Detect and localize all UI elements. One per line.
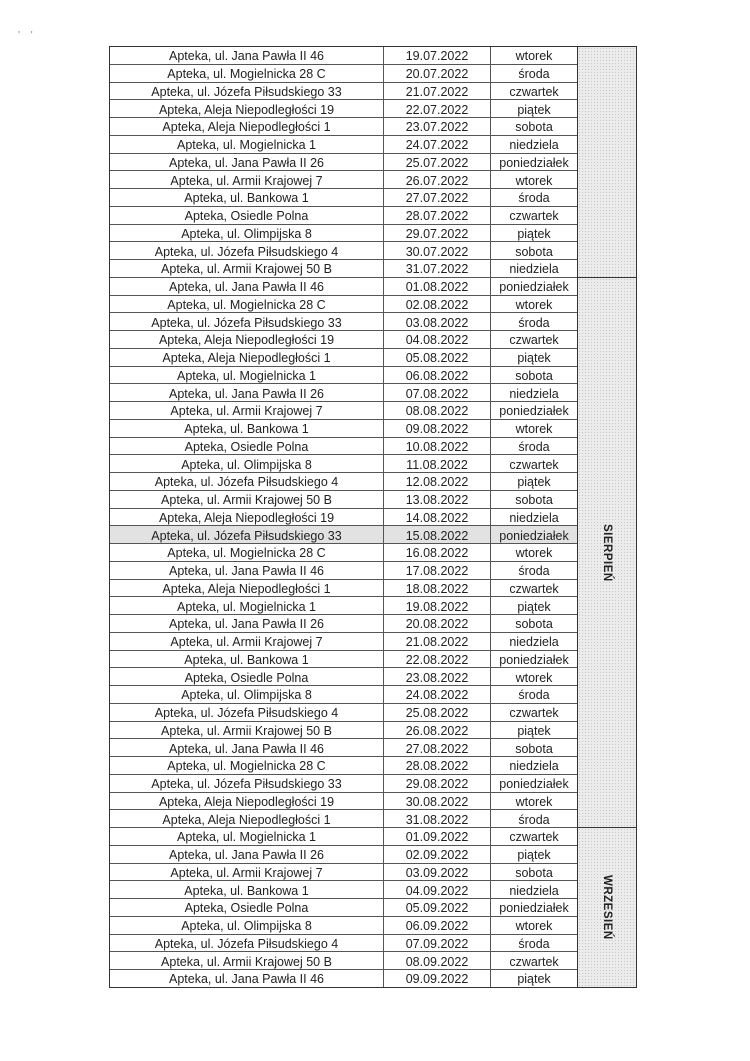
duty-date-cell: 23.07.2022: [384, 118, 491, 135]
weekday-cell: sobota: [515, 741, 553, 756]
weekday-cell: poniedziałek: [499, 404, 569, 419]
duty-date-cell: 03.08.2022: [384, 313, 491, 330]
weekday-cell: sobota: [515, 493, 553, 507]
weekday-cell: sobota: [515, 244, 553, 259]
duty-date-cell: 03.09.2022: [384, 864, 491, 881]
pharmacy-address-cell: Apteka, ul. Józefa Piłsudskiego 4: [110, 704, 384, 721]
pharmacy-address-cell: Apteka, ul. Mogielnicka 28 C: [110, 757, 384, 774]
duty-date-cell: 18.08.2022: [384, 580, 491, 597]
table-row: [110, 296, 577, 314]
table-row: [110, 899, 577, 917]
table-row: [110, 686, 577, 704]
duty-date-cell: 27.08.2022: [384, 739, 491, 756]
pharmacy-address-cell: Apteka, ul. Bankowa 1: [110, 189, 384, 206]
duty-date-cell: 24.08.2022: [384, 686, 491, 703]
weekday-cell: wtorek: [515, 546, 553, 561]
pharmacy-address-cell: Apteka, Aleja Niepodległości 19: [110, 100, 384, 117]
weekday-cell: czwartek: [509, 457, 559, 472]
month-label: WRZESIEŃ: [601, 875, 613, 940]
pharmacy-address-cell: Apteka, ul. Mogielnicka 1: [110, 367, 384, 384]
pharmacy-address-cell: Apteka, Aleja Niepodległości 1: [110, 580, 384, 597]
month-block: [578, 278, 636, 828]
table-row: [110, 171, 577, 189]
weekday-cell: piątek: [517, 475, 551, 490]
table-row: [110, 704, 577, 722]
table-row: [110, 952, 577, 970]
table-row: [110, 331, 577, 349]
duty-date-cell: 29.08.2022: [384, 775, 491, 792]
table-row: [110, 189, 577, 207]
table-row: [110, 278, 577, 296]
weekday-cell: niedziela: [509, 883, 559, 898]
weekday-cell: wtorek: [515, 919, 553, 933]
pharmacy-address-cell: Apteka, ul. Armii Krajowej 50 B: [110, 952, 384, 969]
weekday-cell: piątek: [517, 226, 551, 241]
table-row: [110, 100, 577, 118]
pharmacy-address-cell: Apteka, ul. Jana Pawła II 46: [110, 278, 384, 295]
table-row: [110, 597, 577, 615]
weekday-cell: poniedziałek: [499, 777, 569, 791]
duty-date-cell: 04.09.2022: [384, 881, 491, 898]
pharmacy-address-cell: Apteka, ul. Józefa Piłsudskiego 4: [110, 935, 384, 952]
table-row: [110, 917, 577, 935]
table-row: [110, 739, 577, 757]
duty-date-cell: 17.08.2022: [384, 562, 491, 579]
duty-date-cell: 25.08.2022: [384, 704, 491, 721]
weekday-cell: sobota: [515, 617, 553, 632]
weekday-cell: niedziela: [509, 759, 559, 774]
duty-date-cell: 16.08.2022: [384, 544, 491, 561]
table-row: [110, 633, 577, 651]
pharmacy-address-cell: Apteka, ul. Józefa Piłsudskiego 4: [110, 242, 384, 259]
table-row: [110, 136, 577, 154]
table-row: [110, 651, 577, 669]
duty-date-cell: 24.07.2022: [384, 136, 491, 153]
table-row: [110, 793, 577, 811]
weekday-cell: poniedziałek: [499, 155, 569, 170]
schedule-rows: [110, 47, 578, 987]
table-row: [110, 722, 577, 740]
pharmacy-address-cell: Apteka, ul. Armii Krajowej 7: [110, 171, 384, 188]
weekday-cell: środa: [518, 315, 550, 330]
weekday-cell: wtorek: [515, 49, 553, 64]
table-row: [110, 864, 577, 882]
duty-date-cell: 07.08.2022: [384, 384, 491, 401]
pharmacy-address-cell: Apteka, ul. Mogielnicka 1: [110, 828, 384, 845]
weekday-cell: środa: [518, 67, 550, 81]
weekday-cell: wtorek: [515, 173, 553, 188]
pharmacy-address-cell: Apteka, ul. Jana Pawła II 26: [110, 384, 384, 401]
table-row: [110, 775, 577, 793]
duty-date-cell: 28.08.2022: [384, 757, 491, 774]
pharmacy-address-cell: Apteka, ul. Bankowa 1: [110, 881, 384, 898]
duty-date-cell: 07.09.2022: [384, 935, 491, 952]
table-row: [110, 384, 577, 402]
table-row: [110, 828, 577, 846]
pharmacy-duty-schedule-table: [109, 46, 637, 988]
pharmacy-address-cell: Apteka, ul. Armii Krajowej 7: [110, 633, 384, 650]
table-row: [110, 83, 577, 101]
table-row: [110, 455, 577, 473]
table-row: [110, 526, 577, 544]
pharmacy-address-cell: Apteka, ul. Olimpijska 8: [110, 225, 384, 242]
duty-date-cell: 09.08.2022: [384, 420, 491, 437]
duty-date-cell: 04.08.2022: [384, 331, 491, 348]
pharmacy-address-cell: Apteka, ul. Mogielnicka 28 C: [110, 65, 384, 82]
weekday-cell: niedziela: [509, 635, 559, 649]
weekday-cell: czwartek: [509, 954, 559, 969]
weekday-cell: niedziela: [509, 262, 559, 277]
scan-corner-mark: ' ': [18, 30, 37, 41]
table-row: [110, 313, 577, 331]
weekday-cell: poniedziałek: [499, 901, 569, 916]
table-row: [110, 562, 577, 580]
weekday-cell: poniedziałek: [499, 280, 569, 294]
pharmacy-address-cell: Apteka, ul. Olimpijska 8: [110, 686, 384, 703]
weekday-cell: sobota: [515, 865, 553, 880]
duty-date-cell: 21.07.2022: [384, 83, 491, 100]
weekday-cell: środa: [518, 936, 550, 951]
month-column: [578, 47, 636, 987]
pharmacy-address-cell: Apteka, Aleja Niepodległości 1: [110, 810, 384, 827]
duty-date-cell: 30.07.2022: [384, 242, 491, 259]
weekday-cell: czwartek: [509, 333, 559, 348]
table-row: [110, 615, 577, 633]
table-row: [110, 757, 577, 775]
pharmacy-address-cell: Apteka, ul. Józefa Piłsudskiego 33: [110, 775, 384, 792]
duty-date-cell: 25.07.2022: [384, 154, 491, 171]
pharmacy-address-cell: Apteka, ul. Józefa Piłsudskiego 4: [110, 473, 384, 490]
pharmacy-address-cell: Apteka, ul. Mogielnicka 28 C: [110, 296, 384, 313]
table-row: [110, 154, 577, 172]
pharmacy-address-cell: Apteka, Aleja Niepodległości 1: [110, 349, 384, 366]
duty-date-cell: 11.08.2022: [384, 455, 491, 472]
table-row: [110, 420, 577, 438]
weekday-cell: środa: [518, 688, 550, 703]
duty-date-cell: 22.08.2022: [384, 651, 491, 668]
duty-date-cell: 12.08.2022: [384, 473, 491, 490]
pharmacy-address-cell: Apteka, ul. Armii Krajowej 50 B: [110, 260, 384, 277]
weekday-cell: piątek: [517, 102, 551, 117]
table-row: [110, 438, 577, 456]
weekday-cell: niedziela: [509, 386, 559, 401]
table-row: [110, 349, 577, 367]
duty-date-cell: 14.08.2022: [384, 509, 491, 526]
pharmacy-address-cell: Apteka, Osiedle Polna: [110, 899, 384, 916]
duty-date-cell: 01.08.2022: [384, 278, 491, 295]
duty-date-cell: 30.08.2022: [384, 793, 491, 810]
duty-date-cell: 20.07.2022: [384, 65, 491, 82]
duty-date-cell: 02.09.2022: [384, 846, 491, 863]
table-row: [110, 580, 577, 598]
pharmacy-address-cell: Apteka, ul. Armii Krajowej 7: [110, 864, 384, 881]
duty-date-cell: 02.08.2022: [384, 296, 491, 313]
pharmacy-address-cell: Apteka, ul. Jana Pawła II 26: [110, 615, 384, 632]
month-label: SIERPIEŃ: [601, 523, 613, 582]
pharmacy-address-cell: Apteka, ul. Bankowa 1: [110, 651, 384, 668]
pharmacy-address-cell: Apteka, ul. Jana Pawła II 26: [110, 154, 384, 171]
pharmacy-address-cell: Apteka, ul. Mogielnicka 1: [110, 597, 384, 614]
duty-date-cell: 10.08.2022: [384, 438, 491, 455]
duty-date-cell: 19.08.2022: [384, 597, 491, 614]
weekday-cell: wtorek: [515, 422, 553, 436]
pharmacy-address-cell: Apteka, ul. Olimpijska 8: [110, 455, 384, 472]
table-row: [110, 881, 577, 899]
pharmacy-address-cell: Apteka, ul. Mogielnicka 1: [110, 136, 384, 153]
duty-date-cell: 13.08.2022: [384, 491, 491, 508]
weekday-cell: środa: [518, 439, 550, 454]
weekday-cell: środa: [518, 812, 550, 827]
duty-date-cell: 09.09.2022: [384, 970, 491, 987]
table-row: [110, 473, 577, 491]
pharmacy-address-cell: Apteka, Osiedle Polna: [110, 438, 384, 455]
duty-date-cell: 26.08.2022: [384, 722, 491, 739]
pharmacy-address-cell: Apteka, ul. Jana Pawła II 26: [110, 846, 384, 863]
pharmacy-address-cell: Apteka, ul. Jana Pawła II 46: [110, 970, 384, 987]
duty-date-cell: 29.07.2022: [384, 225, 491, 242]
weekday-cell: czwartek: [509, 706, 559, 720]
duty-date-cell: 05.08.2022: [384, 349, 491, 366]
table-row: [110, 402, 577, 420]
weekday-cell: wtorek: [515, 670, 553, 685]
duty-date-cell: 26.07.2022: [384, 171, 491, 188]
weekday-cell: niedziela: [509, 138, 559, 152]
duty-date-cell: 08.09.2022: [384, 952, 491, 969]
table-row: [110, 491, 577, 509]
weekday-cell: piątek: [517, 972, 551, 987]
weekday-cell: czwartek: [509, 209, 559, 223]
duty-date-cell: 20.08.2022: [384, 615, 491, 632]
pharmacy-address-cell: Apteka, ul. Armii Krajowej 50 B: [110, 491, 384, 508]
pharmacy-address-cell: Apteka, ul. Jana Pawła II 46: [110, 47, 384, 64]
weekday-cell: sobota: [515, 120, 553, 135]
weekday-cell: niedziela: [509, 510, 559, 525]
pharmacy-address-cell: Apteka, ul. Mogielnicka 28 C: [110, 544, 384, 561]
duty-date-cell: 31.07.2022: [384, 260, 491, 277]
weekday-cell: wtorek: [515, 297, 553, 312]
pharmacy-address-cell: Apteka, ul. Jana Pawła II 46: [110, 562, 384, 579]
pharmacy-address-cell: Apteka, Aleja Niepodległości 19: [110, 509, 384, 526]
weekday-cell: poniedziałek: [499, 528, 569, 543]
duty-date-cell: 06.08.2022: [384, 367, 491, 384]
pharmacy-address-cell: Apteka, ul. Armii Krajowej 50 B: [110, 722, 384, 739]
weekday-cell: piątek: [517, 848, 551, 862]
pharmacy-address-cell: Apteka, Aleja Niepodległości 1: [110, 118, 384, 135]
table-row: [110, 65, 577, 83]
table-row: [110, 509, 577, 527]
weekday-cell: wtorek: [515, 794, 553, 809]
pharmacy-address-cell: Apteka, ul. Bankowa 1: [110, 420, 384, 437]
weekday-cell: czwartek: [509, 581, 559, 596]
table-row: [110, 935, 577, 953]
table-row: [110, 970, 577, 987]
duty-date-cell: 31.08.2022: [384, 810, 491, 827]
weekday-cell: poniedziałek: [499, 652, 569, 667]
duty-date-cell: 05.09.2022: [384, 899, 491, 916]
duty-date-cell: 22.07.2022: [384, 100, 491, 117]
month-block: [578, 828, 636, 987]
duty-date-cell: 23.08.2022: [384, 668, 491, 685]
duty-date-cell: 21.08.2022: [384, 633, 491, 650]
duty-date-cell: 15.08.2022: [384, 526, 491, 543]
table-row: [110, 668, 577, 686]
table-row: [110, 118, 577, 136]
duty-date-cell: 19.07.2022: [384, 47, 491, 64]
duty-date-cell: 01.09.2022: [384, 828, 491, 845]
pharmacy-address-cell: Apteka, ul. Józefa Piłsudskiego 33: [110, 526, 384, 543]
table-row: [110, 207, 577, 225]
pharmacy-address-cell: Apteka, ul. Olimpijska 8: [110, 917, 384, 934]
weekday-cell: piątek: [517, 723, 551, 738]
weekday-cell: piątek: [517, 351, 551, 365]
table-row: [110, 846, 577, 864]
pharmacy-address-cell: Apteka, ul. Jana Pawła II 46: [110, 739, 384, 756]
pharmacy-address-cell: Apteka, Aleja Niepodległości 19: [110, 793, 384, 810]
pharmacy-address-cell: Apteka, Osiedle Polna: [110, 207, 384, 224]
weekday-cell: sobota: [515, 368, 553, 383]
weekday-cell: czwartek: [509, 84, 559, 99]
table-row: [110, 225, 577, 243]
duty-date-cell: 08.08.2022: [384, 402, 491, 419]
duty-date-cell: 27.07.2022: [384, 189, 491, 206]
weekday-cell: środa: [518, 191, 550, 206]
table-row: [110, 47, 577, 65]
weekday-cell: piątek: [517, 599, 551, 614]
table-row: [110, 544, 577, 562]
table-row: [110, 367, 577, 385]
table-row: [110, 242, 577, 260]
pharmacy-address-cell: Apteka, ul. Józefa Piłsudskiego 33: [110, 83, 384, 100]
pharmacy-address-cell: Apteka, ul. Józefa Piłsudskiego 33: [110, 313, 384, 330]
duty-date-cell: 06.09.2022: [384, 917, 491, 934]
pharmacy-address-cell: Apteka, ul. Armii Krajowej 7: [110, 402, 384, 419]
duty-date-cell: 28.07.2022: [384, 207, 491, 224]
weekday-cell: środa: [518, 564, 550, 578]
pharmacy-address-cell: Apteka, Osiedle Polna: [110, 668, 384, 685]
weekday-cell: czwartek: [509, 830, 559, 845]
pharmacy-address-cell: Apteka, Aleja Niepodległości 19: [110, 331, 384, 348]
table-row: [110, 810, 577, 828]
table-row: [110, 260, 577, 278]
month-block: [578, 47, 636, 278]
